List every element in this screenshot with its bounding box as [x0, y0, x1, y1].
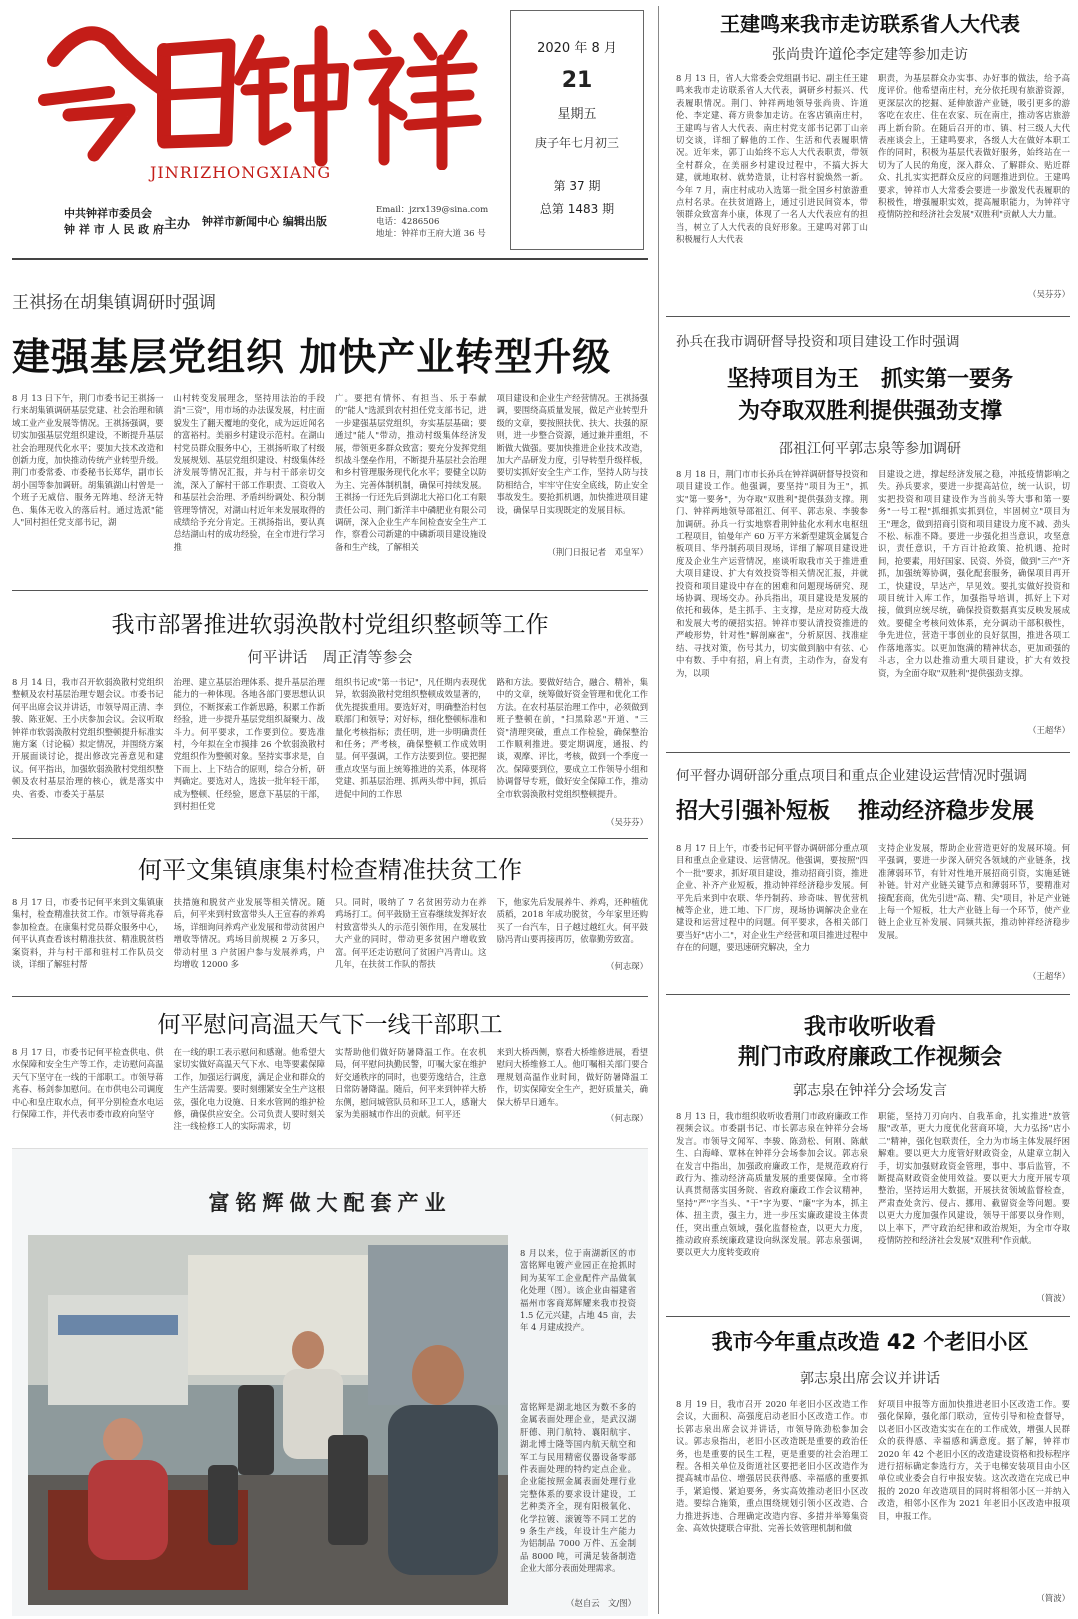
- r-article3-headline-2: 推动经济稳步发展: [858, 799, 1035, 824]
- divider: [12, 590, 648, 591]
- divider: [666, 752, 1070, 753]
- r-article4-col2-wrap: [878, 1110, 1070, 1306]
- newspaper-logo-calligraphy: [14, 10, 484, 170]
- sponsor-block: [64, 206, 164, 238]
- r-article4-body: [676, 1110, 1070, 1306]
- issue-weekday: 星期五: [557, 107, 597, 122]
- article2-subhead: 何平讲话 周正清等参会: [247, 648, 413, 666]
- article3-col3: 只。同时，吸纳了 7 名贫困劳动力在养鸡场打工。何平鼓励王宣春继续发挥好农村致富带头人的示范引领作用，在发展壮大产业的同时，带动更多贫困户增收致富。何平还走访慰问了贫困户冯青山。这几年，在扶贫工作队的帮扶: [335, 897, 487, 970]
- photo-feature-byline: （赵自云 文/图）: [566, 1598, 636, 1608]
- divider: [666, 316, 1070, 317]
- r-article4-col2: 职能，坚持刀刃向内、自我革命，扎实推进"放管服"改革，更大力度优化营商环境，大力弘扬"店小二"精神，强化包联责任，全力为市场主体发展纾困解难。要以更大力度管好财政资金，从建章立制入手，切实加强财政资金管理，事中、事后监管，不断提高财政资金使用效益。要以更大力度开展专项整治，坚持运用大数据，开展扶贫领域监督检查，严肃查处贪污、侵占、挪用、截留资金等问题。要以更大力度加强作风建设，领导干部要以身作则，以上率下，严守政治纪律和政治规矩，为全市夺取疫情防控和经济社会发展"双胜利"作贡献。: [878, 1111, 1070, 1246]
- article4-col2: 在一线的职工表示慰问和感谢。他希望大家切实做好高温天气下水、电等要素保障工作，加强运行调度，满足企业和群众的生产生活需要。要时刻绷紧安全生产这根弦，强化电力设施、日来水管网的维护检修，确保供应安全。公司负责人要时刻关注一线检修工人的实际需求，切: [173, 1047, 325, 1132]
- article1-col4-wrap: [497, 392, 649, 582]
- photo-feature-text-2: 富铭辉是湖北地区为数不多的金属表面处理企业，是武汉湖肝德、荆门航特、襄阳航宇、湖北博士隆等国内航天航空和军工与民用精密仪器设备零部件表面处理的特约定点企业。企业能按照金属表面处理行业完整体系的要求设计建设，工艺种类齐全，现有阳极氧化、化学拉镀、滚镀等不同工艺的 9 条生产线，年设计生产能力为铝制品 7000 万件、五金制品 8000 吨，可满足装备制造企业大部分表面处理需求。: [520, 1402, 636, 1574]
- article4-headline: 何平慰问高温天气下一线干部职工: [157, 1012, 503, 1038]
- masthead-pinyin: JINRIZHONGXIANG: [150, 163, 332, 182]
- issue-date: 2020 年 8 月: [537, 41, 617, 56]
- masthead-logo: [14, 10, 484, 170]
- r-article5-headline: 我市今年重点改造 42 个老旧小区: [711, 1330, 1029, 1354]
- photo-feature-title: 富铭辉做大配套产业: [208, 1190, 452, 1215]
- divider: [12, 838, 648, 839]
- r-article3-byline: （王超华）: [1028, 971, 1070, 981]
- sponsor-1: 中共钟祥市委员会: [64, 207, 152, 220]
- date-box: [510, 10, 644, 250]
- r-article5-subhead: 郭志泉出席会议并讲话: [800, 1371, 940, 1387]
- article3-headline: 何平文集镇康集村检查精准扶贫工作: [138, 856, 522, 884]
- r-article2-col2: 目建设之进，撑起经济发展之稳，冲抵疫情影响之失。孙兵要求，要进一步提高站位，统一认识，切实把投资和项目建设作为当前头等大事和第一要务"一号工程"抓细抓实抓到位，牢固树立"项目为王"理念，做到招商引资和项目建设力度不减、劲头不松、标准不降。要进一步强化担当意识，攻坚意识，责任意识，千方百计抢政策、抢机遇、抢时间，抢要素，用好国家、民资、外资，做到"三产"齐抓，加强统筹协调，强化配套服务，确保项目再开工，快建设，早达产，早见效。要扎实做好投资和项目统计入库工作，加强指导培训，抓好上下对接，做到应统尽统，确保投资数据真实反映发展成效。要健全考核问效体系，充分调动干部积极性，争先进位，营造干事创业的良好氛围，推进各项工作落地落实。以更加饱满的精神状态，更加顽强的斗志，全力以赴推动重大项目建设，扩大有效投资，为全面夺取"双胜利"提供强劲支撑。: [878, 469, 1070, 678]
- r-article2-body: [676, 468, 1070, 740]
- r-article5-col2-wrap: [878, 1398, 1070, 1608]
- r-article2-headline-2: 为夺取双胜利提供强劲支撑: [737, 399, 1002, 424]
- article4-col3: 实帮助他们做好防暑降温工作。在农机局，何平慰问执勤民警，叮嘱大家在维护好交通秩序的同时，也要劳逸结合，注意日常防暑降温。随后，何平来到钟祥大桥东侧，慰问城管队员和环卫工人，感谢大家为美丽城市作出的贡献。何平还: [335, 1047, 487, 1120]
- article2-body: [12, 676, 648, 828]
- article1-col3: 广。要把有情怀、有担当、乐于奉献的"能人"选派到农村担任党支部书记，进一步建强基层党组织，夯实基层基础；要通过"能人"带动，推动村级集体经济发展，带领更多群众致富；要充分发挥党组织战斗堡垒作用，不断提升基层社会治理和乡村管理服务现代化水平；要健全以防为主、完善体制机制，确保可持续发展。王祺扬一行还先后到湖北大裕口化工有限责任公司、荆门新洋丰中磷肥业有限公司调研，深入企业生产车间检查安全生产工作，察看公司新建的中磷新项目建设施设备和生产线，了解相关: [335, 393, 487, 552]
- article2-col2: 治理、建立基层治理体系、提升基层治理能力的一种体现。各地各部门要思想认识到位，不断探索工作新思路，积累工作新经验，进一步提升基层党组织凝聚力、战斗力。何平要求，工作要到位。要选准村，今年拟在全市摸排 26 个软弱涣散村党组织作为整顿对象。坚持实事求是，自下而上、上下结合的原则，综合分析，研判确定。要选对人，选拔一批年轻干部，成为整顿、任经验，愿意下基层的干部，到村担任党: [173, 677, 325, 812]
- r-article1-byline: （吴芬芬）: [1028, 289, 1070, 299]
- contact-block: [376, 204, 488, 240]
- r-article3-headline-1: 招大引强补短板: [676, 799, 831, 824]
- article4-col1: 8 月 17 日，市委书记何平检查供电、供水保障和安全生产等工作，走访慰问高温天气下坚守在一线的干部职工。市领导蒋兆春、杨剑参加慰问。在市供电公司调度中心和皇庄取水点，何平分别检查水电运行保障工作，并代表市委市政府向坚守: [12, 1047, 164, 1120]
- r-article5-col2: 好项目申报等方面加快推进老旧小区改造工作。要强化保障，强化部门联动，宣传引导和检查督导，以老旧小区改造实实在在的工作成效，增强人民群众的获得感、幸福感和满意度。据了解，钟祥市 2020 年 42 个老旧小区的改造建设资格和投标程序进行招标确定参选行方，关于电梯安装项目由小区单位或业委会自行申报安装。这次改造在完成已申报的 2020 年改造项目的同时将相邻小区一并纳入改造，相邻小区作为 2021 年老旧小区改造申报项目，申报工作。: [878, 1399, 1070, 1521]
- r-article2-kicker: 孙兵在我市调研督导投资和项目建设工作时强调: [676, 334, 960, 350]
- article3-body: [12, 896, 648, 990]
- article1-headline: 建强基层党组织 加快产业转型升级: [12, 335, 612, 379]
- article1-col1: 8 月 13 日下午，荆门市委书记王祺扬一行来胡集镇调研基层党建、社会治理和镇域工业产业发展等情况。王祺扬强调，要切实加强基层党组织建设，不断提升基层社会治理现代化水平；要加大技术改造和创新力度，加快推动传统产业转型升级。荆门市委常委、市委秘书长郑华，副市长胡小国等参加调研。胡集镇湖山村曾是一个班子无威信、服务无阵地、经济无特色、集体无收入的落后村。通过选派"能人"回村担任党支部书记，湖: [12, 393, 164, 528]
- article2-headline: 我市部署推进软弱涣散村党组织整顿等工作: [111, 612, 549, 638]
- article3-byline: （何志琛）: [606, 961, 648, 971]
- r-article2-headline-1: 坚持项目为王 抓实第一要务: [726, 367, 1013, 392]
- r-article1-col2: 职责，为基层群众办实事、办好事的做法，给予高度评价。他希望南庄村，充分依托现有旅游资源，更深层次的挖掘、延伸旅游产业链，吸引更多的游客吃在农庄、住在农家、玩在南庄，推动客店旅游再上新台阶。在随后召开的市、镇、村三级人大代表座谈会上，王建鸣要求，各级人大在做好本职工作的同时，积极为基层代表做好服务，始终站在一切为了人民的角度，深入群众、了解群众、贴近群众、扎扎实实把群众反应的问题推进到位。王建鸣要求，钟祥市人大常委会要进一步激发代表履职的积极性，增强履职实效，提高履职能力，为钟祥守疫情防控和经济社会发展"双胜利"贡献人大力量。: [878, 73, 1070, 220]
- publisher: 钟祥市新闻中心 编辑出版: [202, 215, 327, 228]
- r-article1-col2-wrap: [878, 72, 1070, 306]
- r-article3-kicker: 何平督办调研部分重点项目和重点企业建设运营情况时强调: [676, 768, 1027, 784]
- r-article2-subhead: 邵祖江何平郭志泉等参加调研: [779, 441, 961, 457]
- contact-address: 地址：钟祥市王府大道 36 号: [376, 229, 486, 239]
- article4-col4-wrap: [497, 1046, 649, 1142]
- factory-photo: [28, 1235, 508, 1605]
- article3-col4-wrap: [497, 896, 649, 990]
- r-article4-col1: 8 月 13 日，我市组织收听收看荆门市政府廉政工作视频会议。市委副书记、市长郭志泉在钟祥分会场发言。市领导文闻军、李骏、陈劲松、何刚、陈献生、白海峰、覃林在钟祥分会场参加会议。郭志泉在发言中指出，加强政府廉政工作，是规范政府行政行为、推动经济高质量发展的重要保障。全市将认真贯彻落实国务院、省政府廉政工作会议精神，坚持"严"字当头、"干"字为要、"廉"字为本，抓主体、扭主责，强主力，进一步压实廉政建设主体责任，突出重点领域，强化监督检查，以更大力度，推动政府系统廉政建设向纵深发展。郭志泉强调，要以更大力度转变政府: [676, 1111, 868, 1258]
- factory-workers-image: [28, 1235, 508, 1605]
- r-article4-headline-2: 荆门市政府廉政工作视频会: [737, 1045, 1002, 1070]
- r-article4-subhead: 郭志泉在钟祥分会场发言: [793, 1083, 947, 1099]
- r-article5-col1: 8 月 19 日，我市召开 2020 年老旧小区改造工作会议，大面积、高强度启动老旧小区改造工作。市长郭志泉出席会议并讲话，市领导陈劲松参加会议。郭志泉指出，老旧小区改造既是重要的政治任务，也是重要的民生工程，更是重要的社会治理工程。各相关单位及街道社区要把老旧小区改造作为提高城市品位、增强居民获得感、幸福感的重要抓手，紧追慢、紧迫要务，务实高效推动老旧小区改造。要综合施策，重点围绕规划引领小区改造、合力推进拆违、合理确定改造内容、多措并举筹集资金、高效快捷联合审批、完善长效管理机制和做: [676, 1399, 868, 1534]
- article2-byline: （吴芬芬）: [606, 817, 648, 827]
- r-article3-col1: 8 月 17 日上午，市委书记何平督办调研部分重点项目和重点企业建设、运营情况。他强调，要按照"四个一批"要求，抓好项目建设，推动招商引资，推进企业、补齐产业短板，推动钟祥经济稳步发展。何平先后来到中农联、华丹制药、珍奇味、智优营机械等企业，进工地、下厂房，现场协调解决企业在建设和运营过程中的问题。何平要求，各相关部门要当好"店小二"，对企业生产经营和项目推进过程中存在的问题，要迅速研究解决，全力: [676, 843, 868, 953]
- article4-col4: 来到大桥西侧，察看大桥维修进展，看望慰问大桥维修工人。他叮嘱相关部门要合理规划高温作业时间，做好防暑降温工作，切实保障安全生产，把好质量关，确保大桥早日通车。: [496, 1047, 648, 1107]
- r-article4-byline: （简波）: [1036, 1293, 1070, 1303]
- r-article3-col2: 支持企业发展，帮助企业营造更好的发展环境。何平强调，要进一步深入研究各领域的产业链条，找准薄弱环节，有针对性地开展招商引资，实施延链补链。针对产业链关键节点和薄弱环节，要精准对接配套商，优先引进"高、精、尖"项目，补足产业链上每一个短板，壮大产业链上每一个环节，使产业链上企业互补发展、同频共振，推动钟祥经济稳步发展。: [878, 843, 1070, 940]
- r-article2-col1: 8 月 18 日，荆门市市长孙兵在钟祥调研督导投资和项目建设工作。他强调，要坚持"项目为王"，抓实"第一要务"，为夺取"双胜利"提供强劲支撑。荆门、钟祥两地领导邵祖江、何平、郭志泉、李骏参加调研。孙兵一行实地察看荆钟盐化水利水电枢纽工程项目，铂曼年产 60 万平方米新型建筑金属复合板项目、华丹制药项目现场，详细了解项目建设进度及企业生产运营情况，座谈听取我市关于推进重大项目建设、扩大有效投资等相关情况汇报，并就投资和项目建设中存在的困难和问题现场研究、现场协调、现场交办。孙兵指出，项目建设是发展的依托和载体，是主抓手、主支撑，是应对防疫大战和发展大考的硬招实招。钟祥市要认清投资推进的严峻形势，针对性"解剖麻雀"，分析原因、找准症结、寻找对策，伤号其力，切实做到脑中有弦、心中有数、手中有招，肩上有责，主动作为，奋发有为，以项: [676, 469, 868, 678]
- article3-col4: 下，他家先后发展养牛、养鸡，还种植优质稻，2018 年成功脱贫，今年家里还购买了一台汽车，日子越过越红火。何平鼓励冯青山要再接再厉，依靠勤劳致富。: [496, 897, 648, 945]
- article1-col2: 山村转变发展理念，坚持用法治的手段消"三资"，用市场的办法谋发展，村庄面貌发生了翻天覆地的变化，成为远近闻名的富裕村。美丽乡村建设示范村。在湖山村党员群众服务中心，王祺扬听取了村级发展规划、基层党组织建设、村级集体经济发展等情况汇报，并与村干部亲切交流，深入了解村干部工作职责、工资收入和基层社会治理、矛盾纠纷调处、积分制管理等情况，对湖山村近年来发展取得的成绩给予充分肯定。王祺扬指出，要认真总结湖山村的成功经验，在全市进行学习推: [173, 393, 325, 552]
- article4-byline: （何志琛）: [606, 1113, 648, 1123]
- total-issue-number: 总第 1483 期: [539, 202, 615, 216]
- article3-col1: 8 月 17 日，市委书记何平来到文集镇康集村，检查精准扶贫工作。市领导蒋兆春参加检查。在康集村党员群众服务中心，何平认真查看该村精准扶贫、精准脱贫档案资料，并与村干部和驻村工作队员交谈，详细了解驻村帮: [12, 897, 164, 970]
- column-divider: [658, 6, 659, 1614]
- photo-feature-box: [12, 1148, 648, 1616]
- contact-phone: 电话：4286506: [376, 217, 440, 227]
- sponsor-label: 主办: [164, 217, 191, 232]
- article2-col4: 路和方法。要做好结合，融合、精补，集中的文章，统筹做好资金管理和优化工作方法。在农村基层治理工作中，必须做到班子整顿在前，"扫黑除恶"开道、"三资"清理突破，重点工作检验，确保整治工作顺利推进。要定期调度，通报、约谈，观摩、评比，考核，做到一个季度一次。保障要到位，要成立工作领导小组和协调督导专班，做好安全保障工作，推动全市软弱涣散村党组织整顿提升。: [496, 677, 648, 799]
- r-article4-headline-1: 我市收听收看: [803, 1015, 936, 1040]
- r-article1-headline: 王建鸣来我市走访联系省人大代表: [720, 12, 1020, 36]
- masthead-divider: [12, 258, 648, 260]
- lunar-date: 庚子年七月初三: [534, 136, 619, 150]
- photo-feature-text-1: 8 月以来，位于南湖新区的市富铭辉电镀产业园正在抢抓时间为某军工企业配件产品做氧化处理（图）。该企业由福建省福州市客商郑辉耀来我市投资 1.5 亿元兴建，占地 45 亩，去年 4 月建成投产。: [520, 1248, 636, 1333]
- r-article3-col2-wrap: [878, 842, 1070, 984]
- r-article2-col2-wrap: [878, 468, 1070, 740]
- article2-col4-wrap: [497, 676, 649, 828]
- divider: [12, 996, 648, 997]
- r-article1-col1: 8 月 13 日，省人大常委会党组副书记、副主任王建鸣来我市走访联系省人大代表，调研乡村振兴、代表履职情况。荆门、钟祥两地领导张尚贵、许道伦、李定建、蒋方贵参加走访。在客店镇南庄村，王建鸣与省人大代表、南庄村党支部书记郭丁山亲切交谈，详细了解他的工作、生活和代表履职情况。近年来，郭丁山始终不忘人大代表职责，带领全村群众，在美丽乡村建设过程中，不搞大拆大建，就地取材、就势造景，让村容村貌焕然一新。今年 7 月，南庄村成功入选第一批全国乡村旅游重点村名录。在扶贫道路上，通过引进民间资本，带领群众致富奔小康，体现了一名人大代表应有的担当，树立了人大代表的良好形象。王建鸣对郭丁山积极履行人大代表: [676, 73, 868, 245]
- sponsor-2: 钟 祥 市 人 民 政 府: [64, 223, 164, 236]
- r-article5-body: [676, 1398, 1070, 1608]
- article1-kicker: 王祺扬在胡集镇调研时强调: [12, 293, 216, 313]
- divider: [666, 994, 1070, 995]
- article2-col1: 8 月 14 日，我市召开软弱涣散村党组织整顿及农村基层治理专题会议。市委书记何平出席会议并讲话，市领导周正清、李骏、陈亚妮、王小庆参加会议。会议听取钟祥市软弱涣散村党组织整顿提升标准实施方案（讨论稿）拟定情况，并围绕方案开展面谈讨论，提出修改完善意见和建议。何平指出，加强软弱涣散村党组织整顿及农村基层治理的核心，就是落实中央、省委、市委关于基层: [12, 677, 164, 799]
- article3-col2: 扶措施和脱贫产业发展等相关情况。随后，何平来到村致富带头人王宣春的养鸡场，详细询问养鸡产业发展和带动贫困户增收等情况。鸡场目前规模 2 万多只，带动村里 3 户贫困户参与发展养鸡，户均增收 12000 多: [173, 897, 325, 970]
- contact-email: Email：jzrx139@sina.com: [376, 205, 489, 215]
- issue-number: 第 37 期: [553, 179, 601, 193]
- article1-byline: （荆门日报记者 邓皇军）: [547, 547, 648, 557]
- article4-body: [12, 1046, 648, 1142]
- divider: [666, 1316, 1070, 1317]
- r-article3-body: [676, 842, 1070, 984]
- r-article1-subhead: 张尚贵许道伦李定建等参加走访: [772, 47, 968, 63]
- issue-day: 21: [561, 68, 593, 93]
- r-article1-body: [676, 72, 1070, 306]
- r-article5-byline: （简波）: [1036, 1593, 1070, 1603]
- r-article2-byline: （王超华）: [1028, 725, 1070, 735]
- article1-col4: 项目建设和企业生产经营情况。王祺扬强调，要围绕高质量发展，做足产业转型升级的文章，要按照扶优、扶大、扶强的原则，进一步整合资源，通过兼并重组，不断做大做强。要加快推进企业技术改造，加大产品研发力度，引导转型升级样板，要切实抓好安全生产工作，坚持人防与技防相结合，牢牢守住安全底线，防止安全事故发生。要抢抓机遇，加快推进项目建设，确保早日实现既定的发展目标。: [496, 393, 648, 515]
- article2-col3: 组织书记或"第一书记"，凡任期内表现优异，软弱涣散村党组织整顿成效显著的，优先提拔重用。要选好对，明确整治村包联部门和领导；对好标，细化整顿标准和量化考核指标；责任明，进一步明确责任和任务；严考核，确保整顿工作成效明显。何平强调，工作方法要到位。要把握重点攻坚与面上统筹推进的关系，体现将党建、抓基层治理、抓两头带中间，抓后进促中间的工作思: [335, 677, 487, 799]
- article1-body: [12, 392, 648, 582]
